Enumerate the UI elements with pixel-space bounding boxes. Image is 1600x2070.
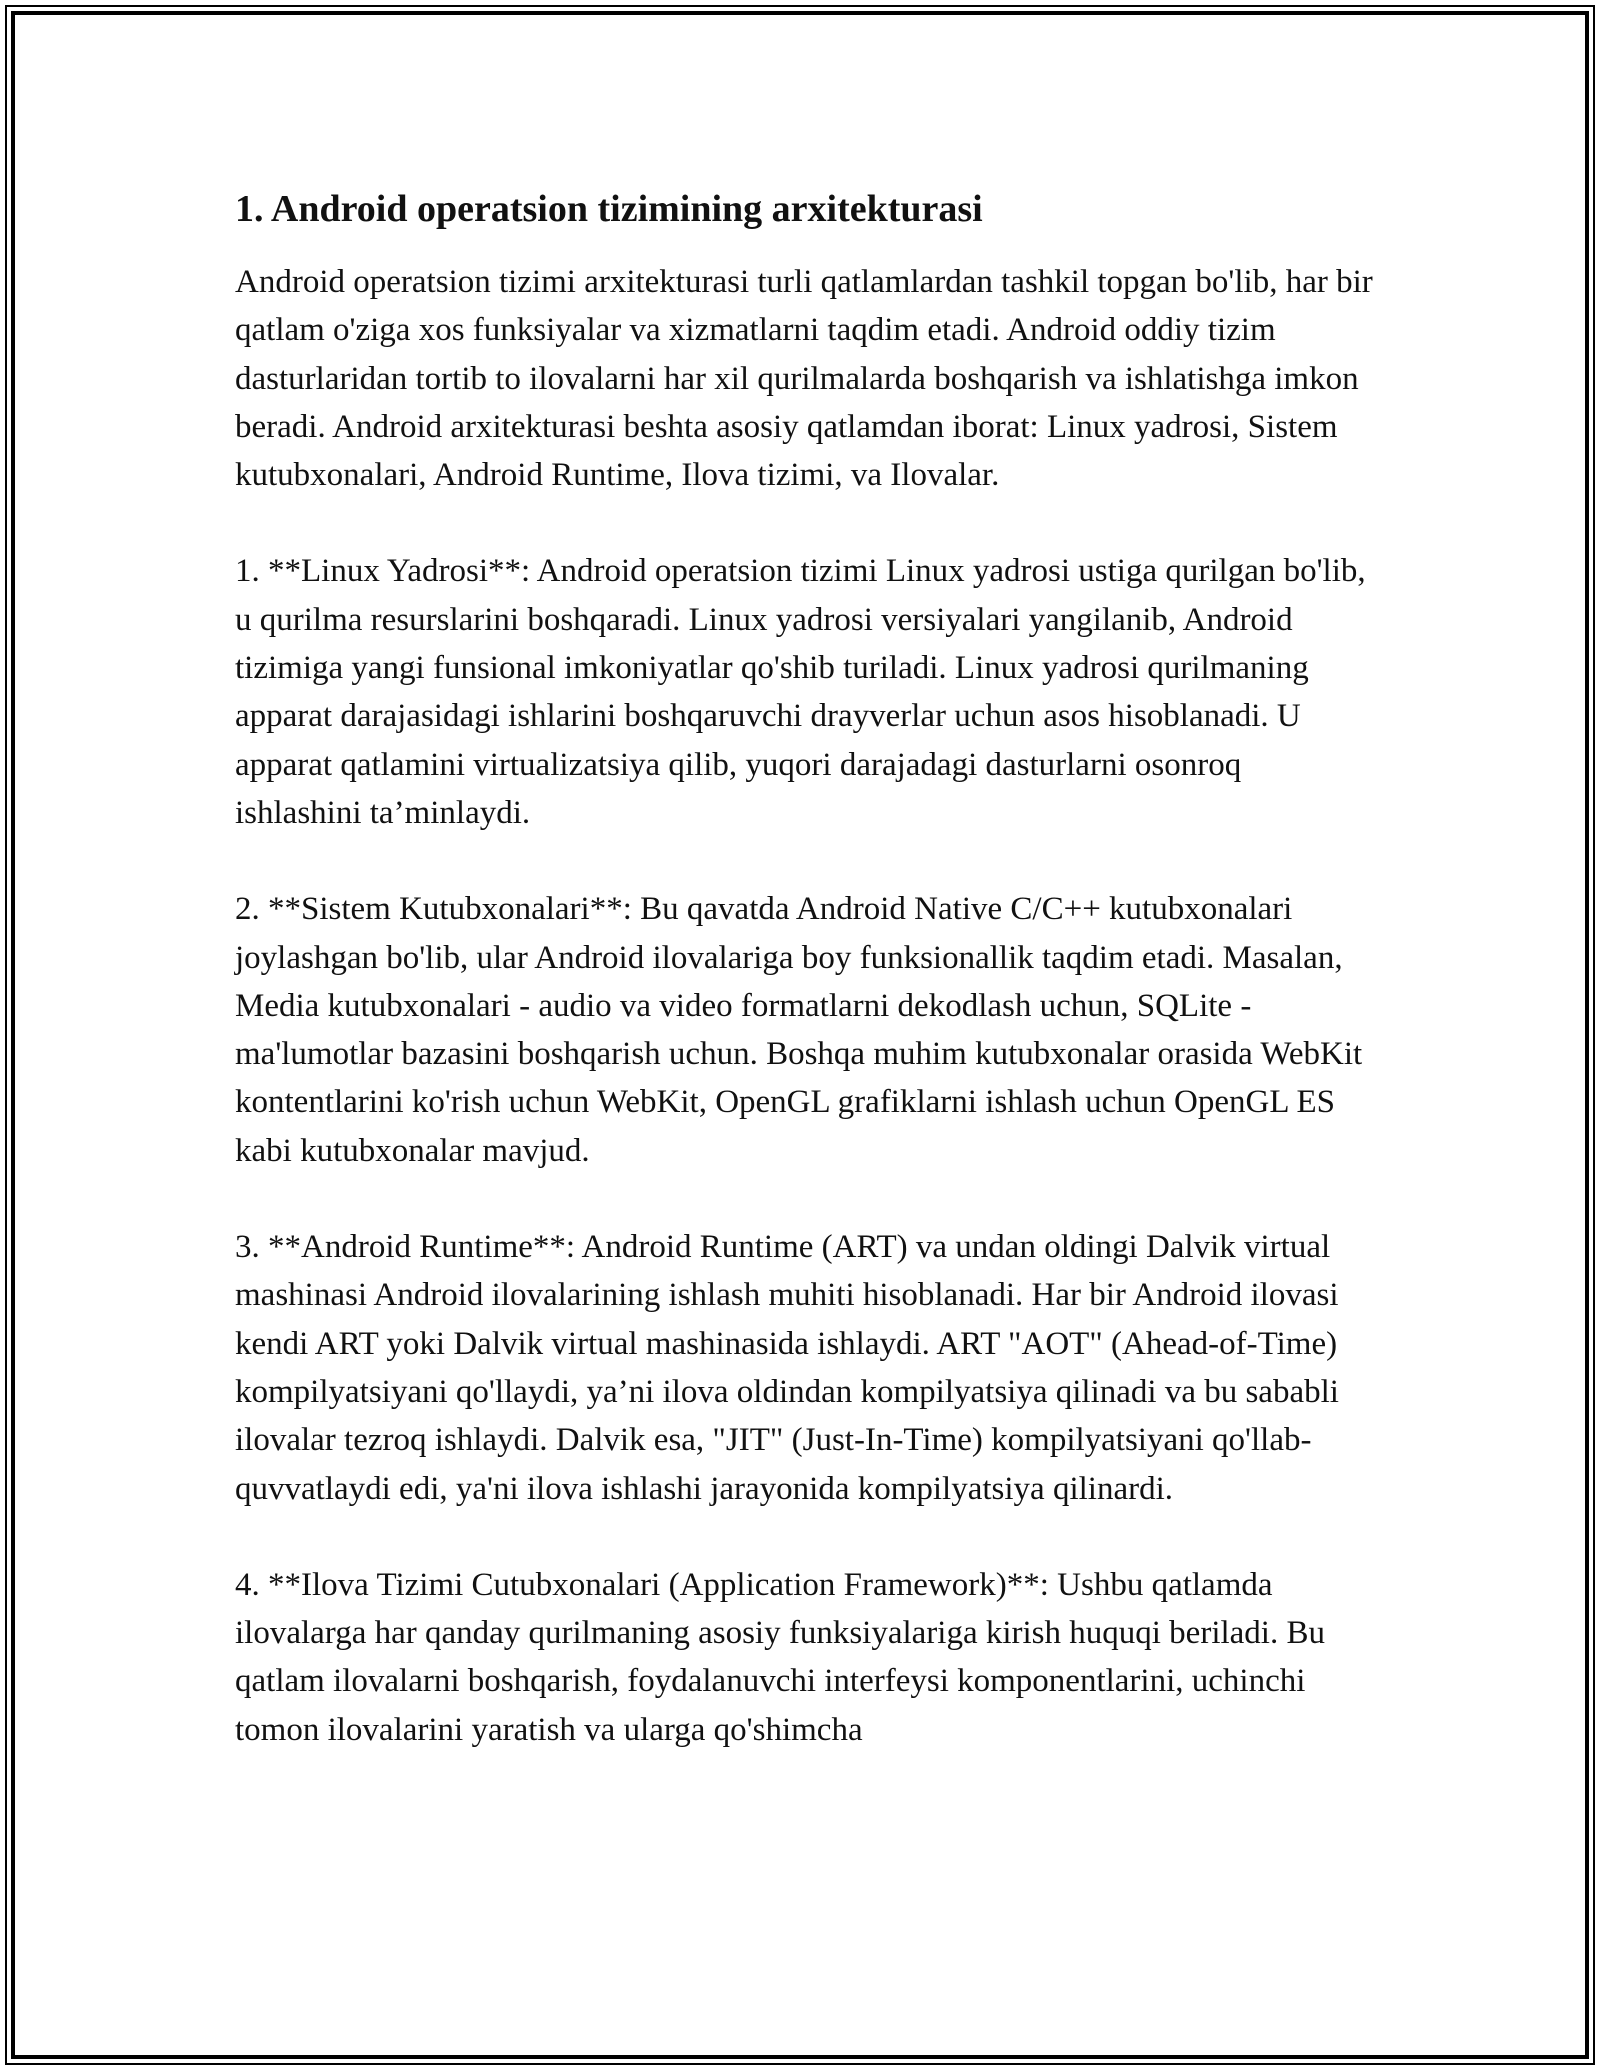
paragraph-system-libraries: 2. **Sistem Kutubxonalari**: Bu qavatda Android Native C/C++ kutubxonalari joylashgan bo'lib, ular Android ilovalariga boy funksionallik taqdim etadi. Masalan, Media kutubxonalari - audio va video formatlarni dekodlash uchun, SQLite - ma'lumotlar bazasini boshqarish uchun. Boshqa muhim kutubxonalar orasida WebKit kontentlarini ko'rish uchun WebKit, OpenGL grafiklarni ishlash uchun OpenGL ES kabi kutubxonalar mavjud. [235,891,1363,1169]
section-heading: 1. Android operatsion tizimining arxitekturasi [235,188,983,230]
paragraph-application-framework: 4. **Ilova Tizimi Cutubxonalari (Application Framework)**: Ushbu qatlamda ilovalarga har qanday qurilmaning asosiy funksiyalariga kirish huquqi beriladi. Bu qatlam ilovalarni boshqarish, foydalanuvchi interfeysi komponentlarini, uchinchi tomon ilovalarini yaratish va ularga qo'shimcha [235,1566,1325,1748]
paragraph-intro: Android operatsion tizimi arxitekturasi turli qatlamlardan tashkil topgan bo'lib, har bir qatlam o'ziga xos funksiyalar va xizmatlarni taqdim etadi. Android oddiy tizim dasturlaridan tortib to ilovalarni har xil qurilmalarda boshqarish va ishlatishga imkon beradi. Android arxitekturasi beshta asosiy qatlamdan iborat: Linux yadrosi, Sistem kutubxonalari, Android Runtime, Ilova tizimi, va Ilovalar. [235,264,1373,494]
document-body [235,186,1375,1802]
paragraph-linux-kernel: 1. **Linux Yadrosi**: Android operatsion tizimi Linux yadrosi ustiga qurilgan bo'lib, u qurilma resurslarini boshqaradi. Linux yadrosi versiyalari yangilanib, Android tizimiga yangi funsional imkoniyatlar qo'shib turiladi. Linux yadrosi qurilmaning apparat darajasidagi ishlarini boshqaruvchi drayverlar uchun asos hisoblanadi. U apparat qatlamini virtualizatsiya qilib, yuqori darajadagi dasturlarni osonroq ishlashini ta’minlaydi. [235,553,1366,831]
paragraph-android-runtime: 3. **Android Runtime**: Android Runtime (ART) va undan oldingi Dalvik virtual mashinasi Android ilovalarining ishlash muhiti hisoblanadi. Har bir Android ilovasi kendi ART yoki Dalvik virtual mashinasida ishlaydi. ART "AOT" (Ahead-of-Time) kompilyatsiyani qo'llaydi, ya’ni ilova oldindan kompilyatsiya qilinadi va bu sababli ilovalar tezroq ishlaydi. Dalvik esa, "JIT" (Just-In-Time) kompilyatsiyani qo'llab-quvvatlaydi edi, ya'ni ilova ishlashi jarayonida kompilyatsiya qilinardi. [235,1229,1339,1507]
